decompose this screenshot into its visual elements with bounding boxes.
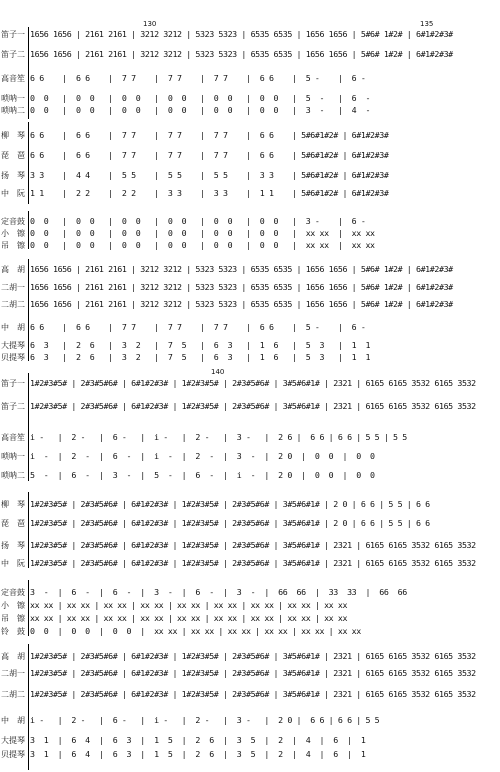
instrument-label: 吊 镲 (1, 614, 25, 623)
instrument-label: 唢呐一 (1, 94, 25, 103)
instrument-label: 琵 琶 (1, 519, 25, 528)
notation-row: 1656 1656 | 2161 2161 | 3212 3212 | 5323 5323 | 6535 6535 | 1656 1656 | 5#6# 1#2# | 6#1#2#3# (30, 282, 453, 292)
instrument-label: 扬 琴 (1, 171, 25, 180)
notation-row: 1#2#3#5# | 2#3#5#6# | 6#1#2#3# | 1#2#3#5# | 2#3#5#6# | 3#5#6#1# | 2 0 | 6 6 | 5 5 | 6 6 (30, 518, 430, 528)
notation-row: 3 1 | 6 4 | 6 3 | 1 5 | 2 6 | 3 5 | 2 | 4 | 6 | 1 (30, 749, 366, 759)
instrument-label: 二胡二 (1, 690, 25, 699)
instrument-label: 大提琴 (1, 736, 25, 745)
instrument-label: 笛子二 (1, 50, 25, 59)
notation-row: 0 0 | 0 0 | 0 0 | 0 0 | 0 0 | 0 0 | 5 - | 6 - (30, 93, 371, 103)
notation-row: i - | 2 - | 6 - | i - | 2 - | 3 - | 2 0 | 6 6 | 6 6 | 5 5 (30, 715, 380, 725)
score-system-1 (0, 0, 500, 365)
instrument-label: 高 胡 (1, 265, 25, 274)
notation-row: xx xx | xx xx | xx xx | xx xx | xx xx | xx xx | xx xx | xx xx | xx xx (30, 600, 348, 610)
instrument-label: 定音鼓 (1, 217, 25, 226)
instrument-label: 高 胡 (1, 652, 25, 661)
instrument-label: 定音鼓 (1, 588, 25, 597)
instrument-label: 二胡二 (1, 300, 25, 309)
notation-row: 1#2#3#5# | 2#3#5#6# | 6#1#2#3# | 1#2#3#5# | 2#3#5#6# | 3#5#6#1# | 2321 | 6165 6165 3532 6165 3532 (30, 689, 476, 699)
instrument-label: 唢呐二 (1, 106, 25, 115)
instrument-label: 吊 镲 (1, 241, 25, 250)
notation-row: 6 6 | 6 6 | 7 7 | 7 7 | 7 7 | 6 6 | 5 - | 6 - (30, 322, 366, 332)
instrument-label: 中 阮 (1, 559, 25, 568)
instrument-label: 二胡一 (1, 669, 25, 678)
notation-row: 0 0 | 0 0 | 0 0 | 0 0 | 0 0 | 0 0 | 3 - | 4 - (30, 105, 371, 115)
notation-row: 6 3 | 2 6 | 3 2 | 7 5 | 6 3 | 1 6 | 5 3 | 1 1 (30, 340, 371, 350)
instrument-label: 唢呐一 (1, 452, 25, 461)
group-bracket (28, 373, 29, 481)
notation-row: 5 - | 6 - | 3 - | 5 - | 6 - | i - | 2 0 | 0 0 | 0 0 (30, 470, 375, 480)
instrument-label: 大提琴 (1, 341, 25, 350)
notation-row: 1#2#3#5# | 2#3#5#6# | 6#1#2#3# | 1#2#3#5# | 2#3#5#6# | 3#5#6#1# | 2321 | 6165 6165 3532 6165 3532 (30, 668, 476, 678)
instrument-label: 笛子二 (1, 402, 25, 411)
instrument-label: 贝提琴 (1, 353, 25, 362)
instrument-label: 中 胡 (1, 716, 25, 725)
notation-row: 0 0 | 0 0 | 0 0 | xx xx | xx xx | xx xx | xx xx | xx xx | xx xx (30, 626, 361, 636)
notation-row: xx xx | xx xx | xx xx | xx xx | xx xx | xx xx | xx xx | xx xx | xx xx (30, 613, 348, 623)
notation-row: 1656 1656 | 2161 2161 | 3212 3212 | 5323 5323 | 6535 6535 | 1656 1656 | 5#6# 1#2# | 6#1#2#3# (30, 29, 453, 39)
notation-row: 6 6 | 6 6 | 7 7 | 7 7 | 7 7 | 6 6 | 5 - | 6 - (30, 73, 366, 83)
notation-row: 3 1 | 6 4 | 6 3 | 1 5 | 2 6 | 3 5 | 2 | 4 | 6 | 1 (30, 735, 366, 745)
instrument-label: 柳 琴 (1, 500, 25, 509)
instrument-label: 中 阮 (1, 189, 25, 198)
notation-row: 1656 1656 | 2161 2161 | 3212 3212 | 5323 5323 | 6535 6535 | 1656 1656 | 5#6# 1#2# | 6#1#2#3# (30, 264, 453, 274)
notation-row: 3 3 | 4 4 | 5 5 | 5 5 | 5 5 | 3 3 | 5#6#1#2# | 6#1#2#3# (30, 170, 389, 180)
notation-row: 1#2#3#5# | 2#3#5#6# | 6#1#2#3# | 1#2#3#5# | 2#3#5#6# | 3#5#6#1# | 2321 | 6165 6165 3532 6165 3532 (30, 558, 476, 568)
notation-row: 1#2#3#5# | 2#3#5#6# | 6#1#2#3# | 1#2#3#5# | 2#3#5#6# | 3#5#6#1# | 2 0 | 6 6 | 5 5 | 6 6 (30, 499, 430, 509)
notation-row: 6 6 | 6 6 | 7 7 | 7 7 | 7 7 | 6 6 | 5#6#1#2# | 6#1#2#3# (30, 150, 389, 160)
measure-number-130: 130 (143, 20, 157, 28)
instrument-label: 扬 琴 (1, 541, 25, 550)
notation-row: 6 3 | 2 6 | 3 2 | 7 5 | 6 3 | 1 6 | 5 3 | 1 1 (30, 352, 371, 362)
notation-row: 0 0 | 0 0 | 0 0 | 0 0 | 0 0 | 0 0 | 3 - | 6 - (30, 216, 366, 226)
notation-row: 1#2#3#5# | 2#3#5#6# | 6#1#2#3# | 1#2#3#5# | 2#3#5#6# | 3#5#6#1# | 2321 | 6165 6165 3532 6165 3532 (30, 540, 476, 550)
measure-number-135: 135 (420, 20, 434, 28)
instrument-label: 笛子一 (1, 30, 25, 39)
instrument-label: 唢呐二 (1, 471, 25, 480)
notation-row: 1#2#3#5# | 2#3#5#6# | 6#1#2#3# | 1#2#3#5# | 2#3#5#6# | 3#5#6#1# | 2321 | 6165 6165 3532 6165 3532 (30, 651, 476, 661)
instrument-label: 贝提琴 (1, 750, 25, 759)
instrument-label: 高音笙 (1, 74, 25, 83)
notation-row: 1656 1656 | 2161 2161 | 3212 3212 | 5323 5323 | 6535 6535 | 1656 1656 | 5#6# 1#2# | 6#1#2#3# (30, 49, 453, 59)
notation-row: 1#2#3#5# | 2#3#5#6# | 6#1#2#3# | 1#2#3#5# | 2#3#5#6# | 3#5#6#1# | 2321 | 6165 6165 3532 6165 3532 (30, 401, 476, 411)
instrument-label: 小 镲 (1, 229, 25, 238)
notation-row: 0 0 | 0 0 | 0 0 | 0 0 | 0 0 | 0 0 | xx xx | xx xx (30, 228, 375, 238)
instrument-label: 小 镲 (1, 601, 25, 610)
instrument-label: 二胡一 (1, 283, 25, 292)
notation-row: 6 6 | 6 6 | 7 7 | 7 7 | 7 7 | 6 6 | 5#6#1#2# | 6#1#2#3# (30, 130, 389, 140)
notation-row: 0 0 | 0 0 | 0 0 | 0 0 | 0 0 | 0 0 | xx xx | xx xx (30, 240, 375, 250)
instrument-label: 笛子一 (1, 379, 25, 388)
instrument-label: 琵 琶 (1, 151, 25, 160)
instrument-label: 高音笙 (1, 433, 25, 442)
notation-row: 1#2#3#5# | 2#3#5#6# | 6#1#2#3# | 1#2#3#5# | 2#3#5#6# | 3#5#6#1# | 2321 | 6165 6165 3532 6165 3532 (30, 378, 476, 388)
notation-row: i - | 2 - | 6 - | i - | 2 - | 3 - | 2 6 | 6 6 | 6 6 | 5 5 | 5 5 (30, 432, 407, 442)
notation-row: 1656 1656 | 2161 2161 | 3212 3212 | 5323 5323 | 6535 6535 | 1656 1656 | 5#6# 1#2# | 6#1#2#3# (30, 299, 453, 309)
notation-row: 3 - | 6 - | 6 - | 3 - | 6 - | 3 - | 66 66 | 33 33 | 66 66 (30, 587, 407, 597)
instrument-label: 铃 鼓 (1, 627, 25, 636)
measure-number-140: 140 (211, 368, 225, 376)
notation-row: i - | 2 - | 6 - | i - | 2 - | 3 - | 2 0 | 0 0 | 0 0 (30, 451, 375, 461)
instrument-label: 中 胡 (1, 323, 25, 332)
instrument-label: 柳 琴 (1, 131, 25, 140)
score-system-2 (0, 365, 500, 772)
notation-row: 1 1 | 2 2 | 2 2 | 3 3 | 3 3 | 1 1 | 5#6#1#2# | 6#1#2#3# (30, 188, 389, 198)
